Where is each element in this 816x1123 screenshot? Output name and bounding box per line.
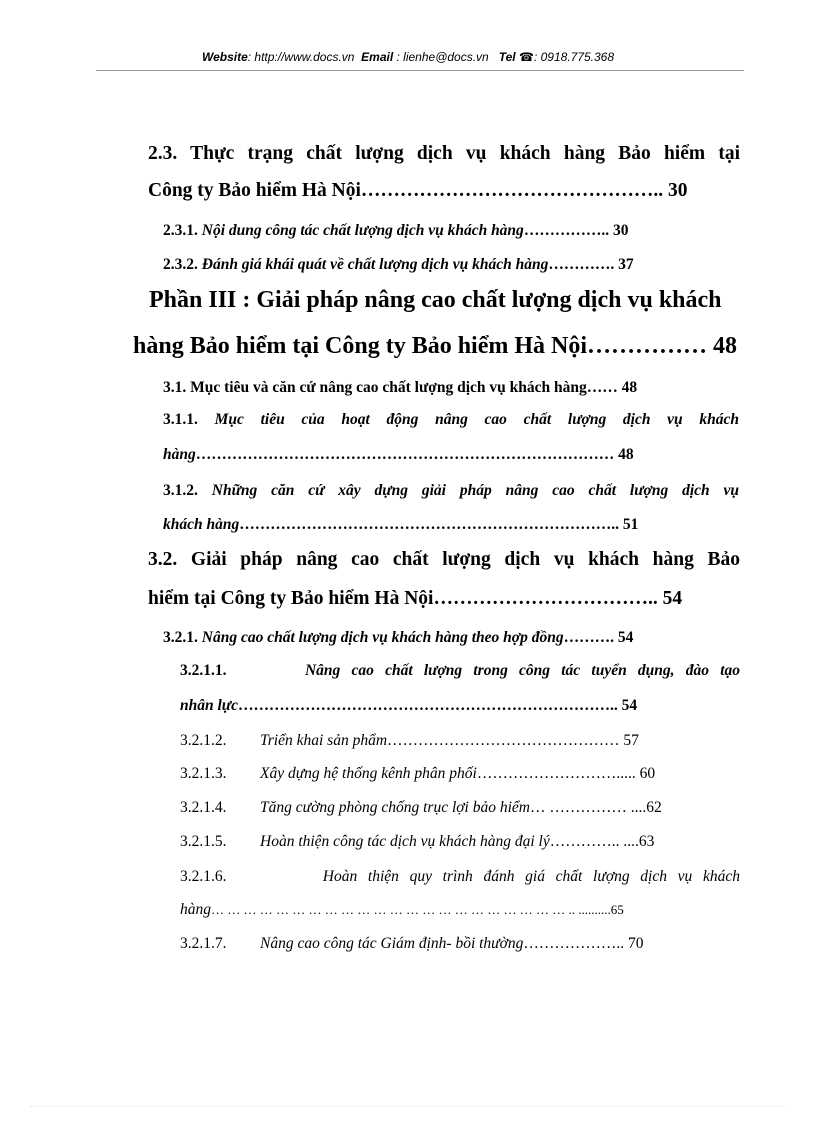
email-value: : lienhe@docs.vn (396, 50, 489, 64)
toc-part-3-line2: hàng Bảo hiểm tại Công ty Bảo hiểm Hà Nội…………… 48 (133, 333, 738, 359)
toc-title: Hoàn thiện công tác dịch vụ khách hàng đại lý (260, 833, 550, 850)
tel-value: : 0918.775.368 (533, 50, 615, 64)
tel-label: Tel (498, 50, 516, 64)
toc-entry-3-1-1-line1 (163, 411, 739, 429)
footer-divider (30, 1106, 786, 1107)
toc-number: 3.2.1.1. (180, 662, 227, 679)
toc-leader: …………. 37 (548, 256, 634, 273)
toc-entry-3-2-1-6-line2 (180, 901, 624, 919)
toc-leader: ……………………………………………………………….. 54 (237, 697, 638, 714)
toc-title: Nâng cao chất lượng dịch vụ khách hàng theo hợp đồng (201, 629, 564, 646)
toc-entry-3-2-1-2 (180, 732, 639, 750)
toc-title: Tăng cường phòng chống trục lợi bảo hiểm (260, 799, 530, 816)
toc-number: 2.3.2. (163, 256, 198, 273)
toc-number: 3.1.2. (163, 482, 198, 499)
toc-title: Xây dựng hệ thống kênh phân phối (260, 765, 477, 782)
toc-number: 3.2.1.7. (180, 935, 227, 952)
toc-entry-3-2-line1: 3.2. Giải pháp nâng cao chất lượng dịch vụ khách hàng Bảo (148, 549, 740, 570)
toc-title: Mục tiêu của hoạt động nâng cao chất lượng dịch vụ khách (214, 411, 740, 428)
toc-entry-2-3-line1: 2.3. Thực trạng chất lượng dịch vụ khách hàng Bảo hiểm tại (148, 143, 740, 164)
toc-title: Nâng cao chất lượng trong công tác tuyển dụng, đào tạo (304, 662, 741, 679)
toc-number: 3.2.1.6. (180, 868, 227, 885)
toc-title: Hoàn thiện quy trình đánh giá chất lượng dịch vụ khách (322, 868, 741, 885)
toc-entry-3-2-1-4 (180, 799, 662, 817)
toc-leader: ………………………..... 60 (476, 765, 656, 782)
toc-entry-3-2-1-5 (180, 833, 654, 851)
header-divider (96, 70, 744, 71)
toc-title-cont: hàng (163, 446, 196, 463)
toc-leader: ………….. ....63 (549, 833, 655, 850)
toc-leader: … … … … … … … … … … … … … … … … … … … … … … .. ..........65 (211, 902, 624, 917)
toc-entry-3-2-1-7 (180, 935, 644, 953)
toc-title-cont: hàng (180, 901, 211, 918)
toc-title: Nâng cao công tác Giám định- bồi thường (260, 935, 524, 952)
toc-entry-3-1: 3.1. Mục tiêu và căn cứ nâng cao chất lượng dịch vụ khách hàng…… 48 (163, 379, 638, 396)
toc-entry-3-2-line2: hiểm tại Công ty Bảo hiểm Hà Nội…………………………….. 54 (148, 588, 683, 609)
toc-entry-3-2-1-3 (180, 765, 655, 783)
toc-entry-3-1-2-line1 (163, 482, 739, 500)
website-label: Website (201, 50, 248, 64)
toc-number: 2.3.1. (163, 222, 198, 239)
toc-leader: …………….. 30 (523, 222, 629, 239)
toc-entry-2-3-line2: Công ty Bảo hiểm Hà Nội……………………………………….. 30 (148, 180, 688, 201)
toc-number: 3.2.1.4. (180, 799, 227, 816)
toc-leader: ……………………………………… 57 (387, 732, 639, 749)
toc-entry-3-1-1-line2 (163, 446, 634, 464)
toc-entry-3-1-2-line2 (163, 516, 638, 534)
toc-number: 3.1.1. (163, 411, 198, 428)
phone-icon: ☎ (519, 50, 534, 64)
toc-leader: ……………….. 70 (523, 935, 644, 952)
toc-leader: … …………… ....62 (529, 799, 662, 816)
toc-number: 3.2.1.3. (180, 765, 227, 782)
toc-leader: ……………………………………………………………………… 48 (195, 446, 634, 463)
toc-title: Đánh giá khái quát về chất lượng dịch vụ khách hàng (201, 256, 549, 273)
toc-title: Triển khai sản phẩm (260, 732, 388, 749)
toc-entry-2-3-2 (163, 256, 634, 274)
toc-part-3-line1: Phần III : Giải pháp nâng cao chất lượng dịch vụ khách (149, 287, 722, 313)
toc-title: Nội dung công tác chất lượng dịch vụ khách hàng (201, 222, 524, 239)
toc-entry-2-3-1 (163, 222, 628, 240)
toc-leader: ………. 54 (563, 629, 634, 646)
toc-title-cont: khách hàng (163, 516, 240, 533)
toc-title: Những căn cứ xây dựng giải pháp nâng cao chất lượng dịch vụ (211, 482, 740, 499)
email-label: Email (361, 50, 394, 64)
toc-leader: ……………………………………………………………….. 51 (239, 516, 639, 533)
toc-number: 3.2.1. (163, 629, 198, 646)
toc-number: 3.2.1.5. (180, 833, 227, 850)
page-header (0, 50, 816, 64)
toc-entry-3-2-1-1-line2 (180, 697, 637, 715)
toc-title-cont: nhân lực (180, 697, 238, 714)
toc-entry-3-2-1-1-line1 (180, 662, 740, 680)
toc-entry-3-2-1-6-line1 (180, 868, 740, 886)
toc-entry-3-2-1 (163, 629, 633, 647)
toc-number: 3.2.1.2. (180, 732, 227, 749)
website-value: : http://www.docs.vn (247, 50, 355, 64)
